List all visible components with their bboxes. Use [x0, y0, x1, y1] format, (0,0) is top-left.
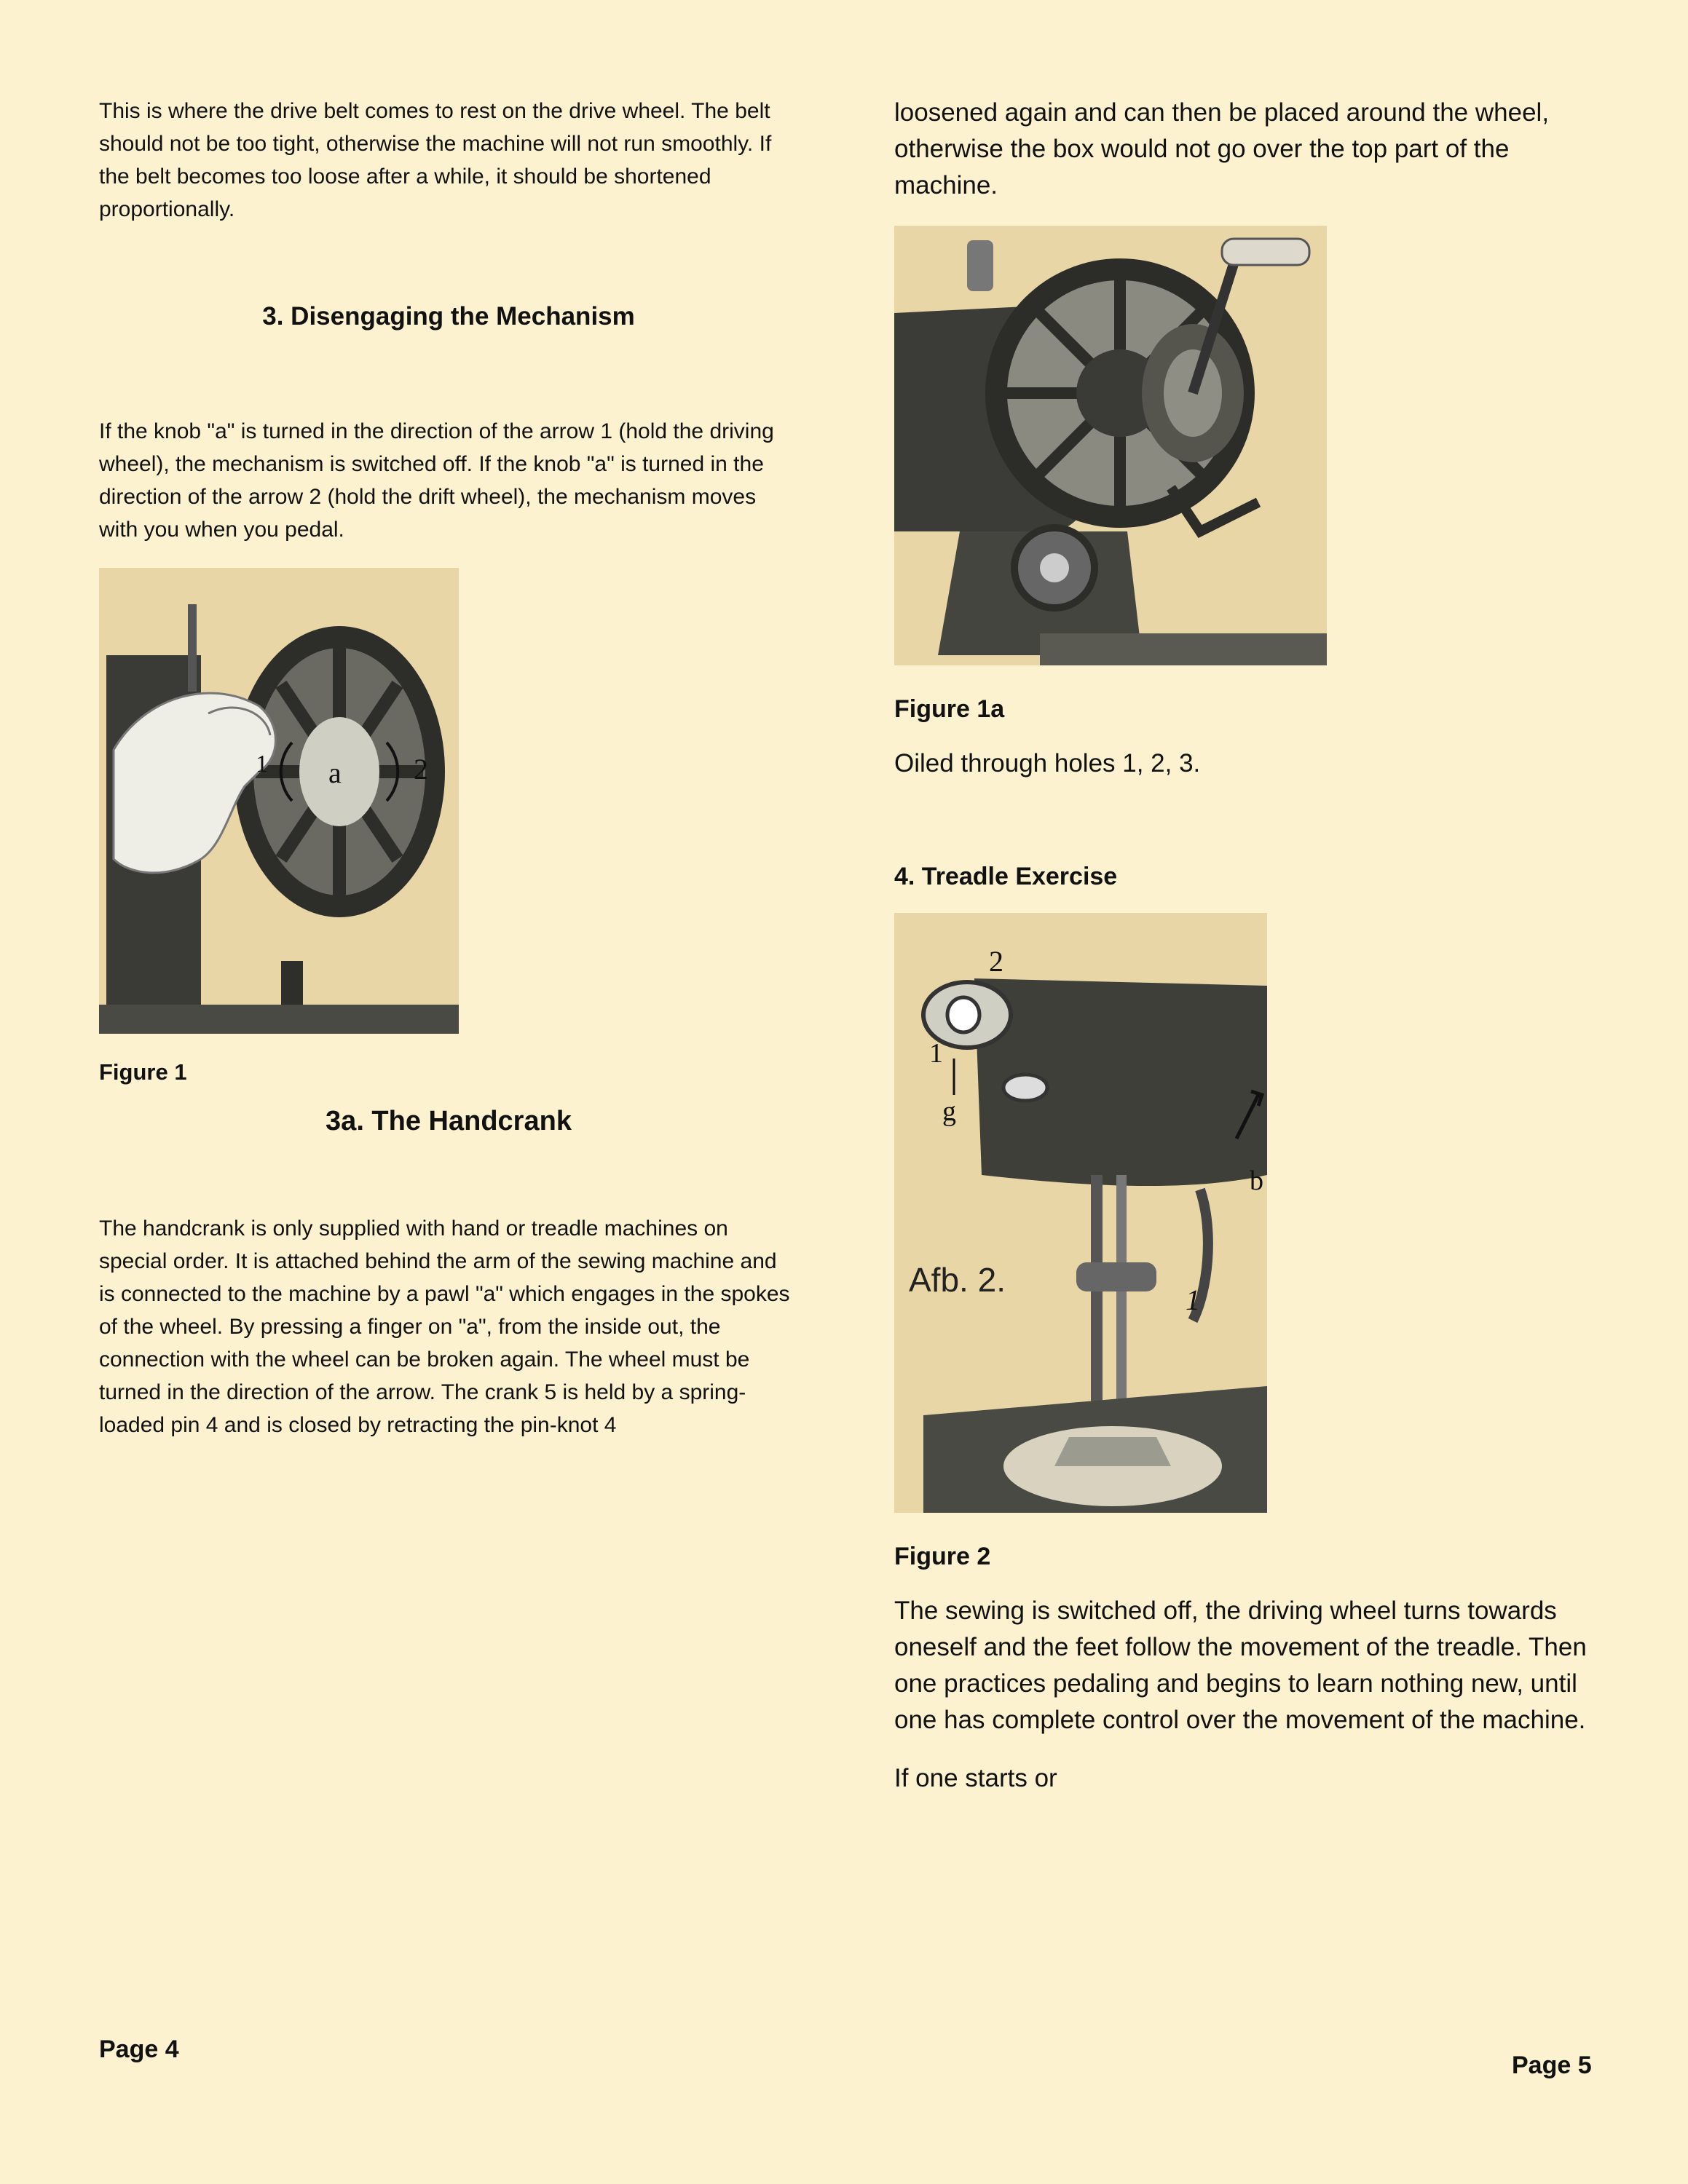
figure2-label-1b: 1 [1186, 1283, 1200, 1316]
figure2-caption: Figure 2 [894, 1543, 991, 1570]
intro-paragraph: This is where the drive belt comes to rest on the drive wheel. The belt should not be too tight, otherwise the machine will not run smoothly. If the belt becomes too loose after a while, it should be shortened proportionally. [99, 99, 772, 221]
figure2-label-g: g [942, 1096, 956, 1127]
left-column [99, 95, 798, 1441]
section3-paragraph: If the knob "a" is turned in the direction of the arrow 1 (hold the driving wheel), the mechanism is switched off. If the knob "a" is turned in the direction of the arrow 2 (hold the drift wheel), the mechanism moves with you when you pedal. [99, 419, 774, 542]
figure1a-paragraph: Oiled through holes 1, 2, 3. [894, 749, 1201, 778]
continuation-paragraph: loosened again and can then be placed around the wheel, otherwise the box would not go over the top part of the machine. [894, 98, 1550, 199]
section3a-paragraph: The handcrank is only supplied with hand or treadle machines on special order. It is attached behind the arm of the sewing machine and is connected to the machine by a pawl "a" which engages in the spokes of the wheel. By pressing a finger on "a", from the inside out, the connection with the wheel can be broken again. The wheel must be turned in the direction of the arrow. The crank 5 is held by a spring-loaded pin 4 and is closed by retracting the pin-knot 4 [99, 1216, 790, 1437]
figure2-label-1: 1 [929, 1038, 943, 1069]
figure2-image [894, 913, 1267, 1513]
section3-heading: 3. Disengaging the Mechanism [262, 302, 635, 331]
figure1a-caption: Figure 1a [894, 695, 1005, 723]
figure1-label-1: 1 [256, 751, 268, 778]
right-column [894, 95, 1593, 1797]
figure2-label-afb: Afb. 2. [909, 1261, 1006, 1299]
figure1-label-a: a [328, 756, 342, 789]
figure1a-image [894, 226, 1327, 665]
figure1-image [99, 568, 459, 1034]
page-number-left: Page 4 [99, 2035, 179, 2063]
handcrank-illustration [894, 226, 1327, 665]
figure1-label-2: 2 [414, 753, 428, 786]
figure2-paragraph: The sewing is switched off, the driving wheel turns towards oneself and the feet follow the movement of the treadle. Then one practices pedaling and begins to learn nothing new, until one has complete control over the movement of the machine. [894, 1597, 1587, 1734]
closing-paragraph: If one starts or [894, 1764, 1057, 1792]
treadle-illustration [894, 913, 1267, 1513]
figure2-label-2: 2 [989, 945, 1003, 978]
figure1-caption: Figure 1 [99, 1059, 187, 1085]
section3a-heading: 3a. The Handcrank [326, 1106, 572, 1136]
handwheel-illustration [99, 568, 459, 1034]
figure2-label-b: b [1250, 1166, 1263, 1196]
page-number-right: Page 5 [1512, 2052, 1592, 2079]
section4-heading: 4. Treadle Exercise [894, 863, 1118, 890]
